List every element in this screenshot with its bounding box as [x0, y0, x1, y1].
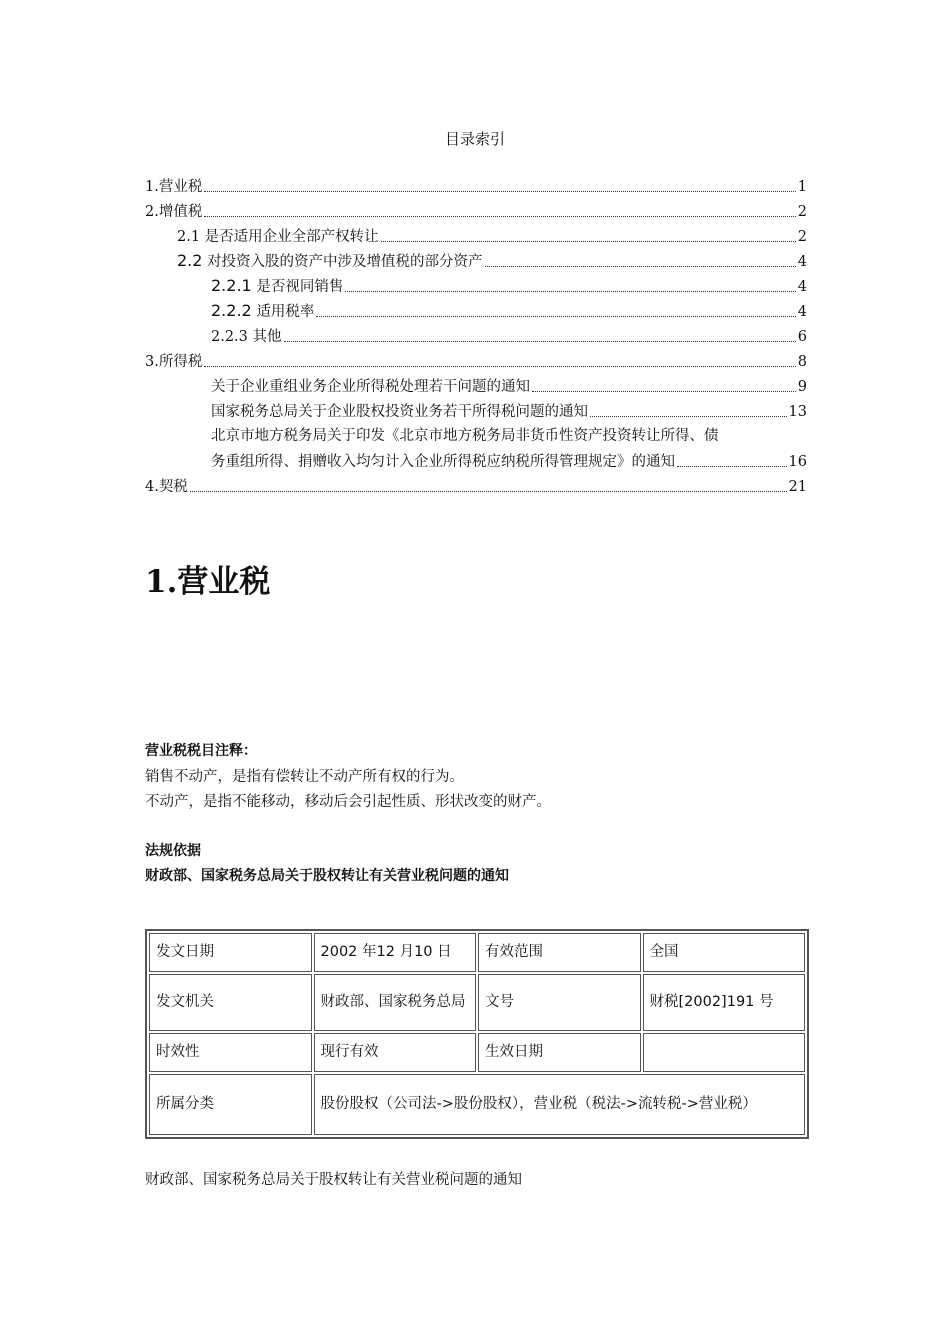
toc-entry-label: 2.1 是否适用企业全部产权转让 [177, 229, 379, 245]
effective-value-cell [643, 1033, 806, 1072]
toc-entry[interactable] [211, 277, 807, 297]
note-line: 不动产，是指不能移动，移动后会引起性质、形状改变的财产。 [145, 794, 551, 810]
toc-leader-dots [284, 341, 796, 342]
date-day-unit: 日 [437, 944, 452, 960]
toc-leader-dots [190, 491, 787, 492]
table-row [149, 1033, 805, 1072]
toc-leader-dots [532, 391, 796, 392]
category-part: 股份股权），营业税（税法 [453, 1096, 621, 1112]
toc-entry-continuation[interactable] [211, 452, 807, 472]
table-row [149, 974, 805, 1031]
toc-entry[interactable] [145, 177, 807, 197]
toc-entry[interactable] [177, 227, 807, 247]
category-arrow: -> [681, 1096, 699, 1112]
category-value-cell [314, 1074, 806, 1135]
toc-entry-label: 1.营业税 [145, 179, 203, 195]
toc-entry-label: 3.所得税 [145, 354, 203, 370]
docno-value-cell [643, 974, 806, 1031]
toc-entry-label: 关于企业重组业务企业所得税处理若干问题的通知 [211, 379, 530, 395]
toc-page-number: 2 [797, 204, 807, 220]
toc-leader-dots [204, 191, 795, 192]
date-year-unit: 年 [362, 944, 377, 960]
toc-entry[interactable] [211, 377, 807, 397]
date-day: 10 [414, 944, 433, 960]
toc-entry-label: 国家税务总局关于企业股权投资业务若干所得税问题的通知 [211, 404, 588, 420]
toc-page-number: 4 [797, 304, 807, 320]
toc-entry[interactable] [211, 302, 807, 322]
table-row [149, 933, 805, 972]
toc-page-number: 9 [797, 379, 807, 395]
docno-prefix: 财税 [649, 994, 679, 1010]
section-heading: 1.营业税 [145, 564, 271, 600]
date-value-cell [314, 933, 477, 972]
toc-entry[interactable] [211, 402, 807, 422]
validity-label-cell: 时效性 [149, 1033, 312, 1072]
category-arrow: -> [436, 1096, 454, 1112]
toc-entry-text: 是否视同销售 [251, 279, 344, 295]
toc-page-number: 8 [797, 354, 807, 370]
toc-page-number: 4 [797, 279, 807, 295]
toc-entry-label: 4.契税 [145, 479, 188, 495]
document-info-table [145, 929, 809, 1139]
toc-entry-label: 2.2.3 其他 [211, 329, 282, 345]
date-month: 12 [376, 944, 395, 960]
issuer-value-cell: 财政部、国家税务总局 [314, 974, 477, 1031]
footer-document-title: 财政部、国家税务总局关于股权转让有关营业税问题的通知 [145, 1172, 522, 1188]
date-month-unit: 月 [399, 944, 415, 960]
toc-page-number: 6 [797, 329, 807, 345]
toc-entry-text: 适用税率 [251, 304, 315, 320]
category-part: 股份股权（公司法 [320, 1096, 437, 1112]
category-arrow: -> [620, 1096, 639, 1112]
toc-entry-label [211, 276, 343, 297]
toc-leader-dots [677, 466, 787, 467]
toc-page-number: 1 [797, 179, 807, 195]
toc-page-number: 16 [788, 454, 807, 470]
toc-leader-dots [381, 241, 796, 242]
validity-value-cell: 现行有效 [314, 1033, 477, 1072]
toc-entry-text: 对投资入股的资产中涉及增值税的部分资产 [202, 254, 483, 270]
basis-document-title: 财政部、国家税务总局关于股权转让有关营业税问题的通知 [145, 868, 509, 884]
toc-entry-number: 2.2 [177, 251, 203, 270]
toc-page-number: 21 [788, 479, 807, 495]
toc-page-number: 13 [788, 404, 807, 420]
scope-label-cell: 有效范围 [478, 933, 641, 972]
toc-leader-dots [316, 316, 795, 317]
category-part: 营业税） [698, 1096, 757, 1112]
toc-leader-dots [204, 366, 795, 367]
note-line: 销售不动产，是指有偿转让不动产所有权的行为。 [145, 769, 464, 785]
toc-entry-label: 2.增值税 [145, 204, 203, 220]
toc-leader-dots [485, 266, 796, 267]
docno-suffix: 号 [754, 994, 774, 1010]
toc-page-number: 2 [797, 229, 807, 245]
scope-value-cell: 全国 [643, 933, 806, 972]
toc-entry-label [177, 251, 483, 272]
docno-code: [2002]191 [678, 994, 755, 1010]
date-year: 2002 [320, 944, 358, 960]
toc-entry-multiline[interactable] [211, 424, 807, 449]
toc-entry-number: 2.2.2 [211, 301, 252, 320]
date-label-cell: 发文日期 [149, 933, 312, 972]
toc-entry[interactable] [177, 252, 807, 272]
category-part: 流转税 [638, 1096, 682, 1112]
issuer-label-cell: 发文机关 [149, 974, 312, 1031]
table-row [149, 1074, 805, 1135]
toc-entry-label-line2: 务重组所得、捐赠收入均匀计入企业所得税应纳税所得管理规定》的通知 [211, 454, 675, 470]
toc-entry-label [211, 301, 314, 322]
toc-entry[interactable] [145, 202, 807, 222]
toc-leader-dots [204, 216, 795, 217]
toc-title: 目录索引 [444, 130, 505, 148]
toc-leader-dots [590, 416, 787, 417]
toc-entry[interactable] [145, 352, 807, 372]
toc-page-number: 4 [797, 254, 807, 270]
basis-title: 法规依据 [145, 843, 201, 859]
toc-entry[interactable] [211, 327, 807, 347]
toc-entry-number: 2.2.1 [211, 276, 252, 295]
category-label-cell: 所属分类 [149, 1074, 312, 1135]
toc-entry-label-line1: 北京市地方税务局关于印发《北京市地方税务局非货币性资产投资转让所得、债 [211, 428, 719, 444]
docno-label-cell: 文号 [478, 974, 641, 1031]
note-title: 营业税税目注释： [145, 743, 257, 759]
effective-label-cell: 生效日期 [478, 1033, 641, 1072]
toc-entry[interactable] [145, 477, 807, 497]
toc-leader-dots [345, 291, 795, 292]
